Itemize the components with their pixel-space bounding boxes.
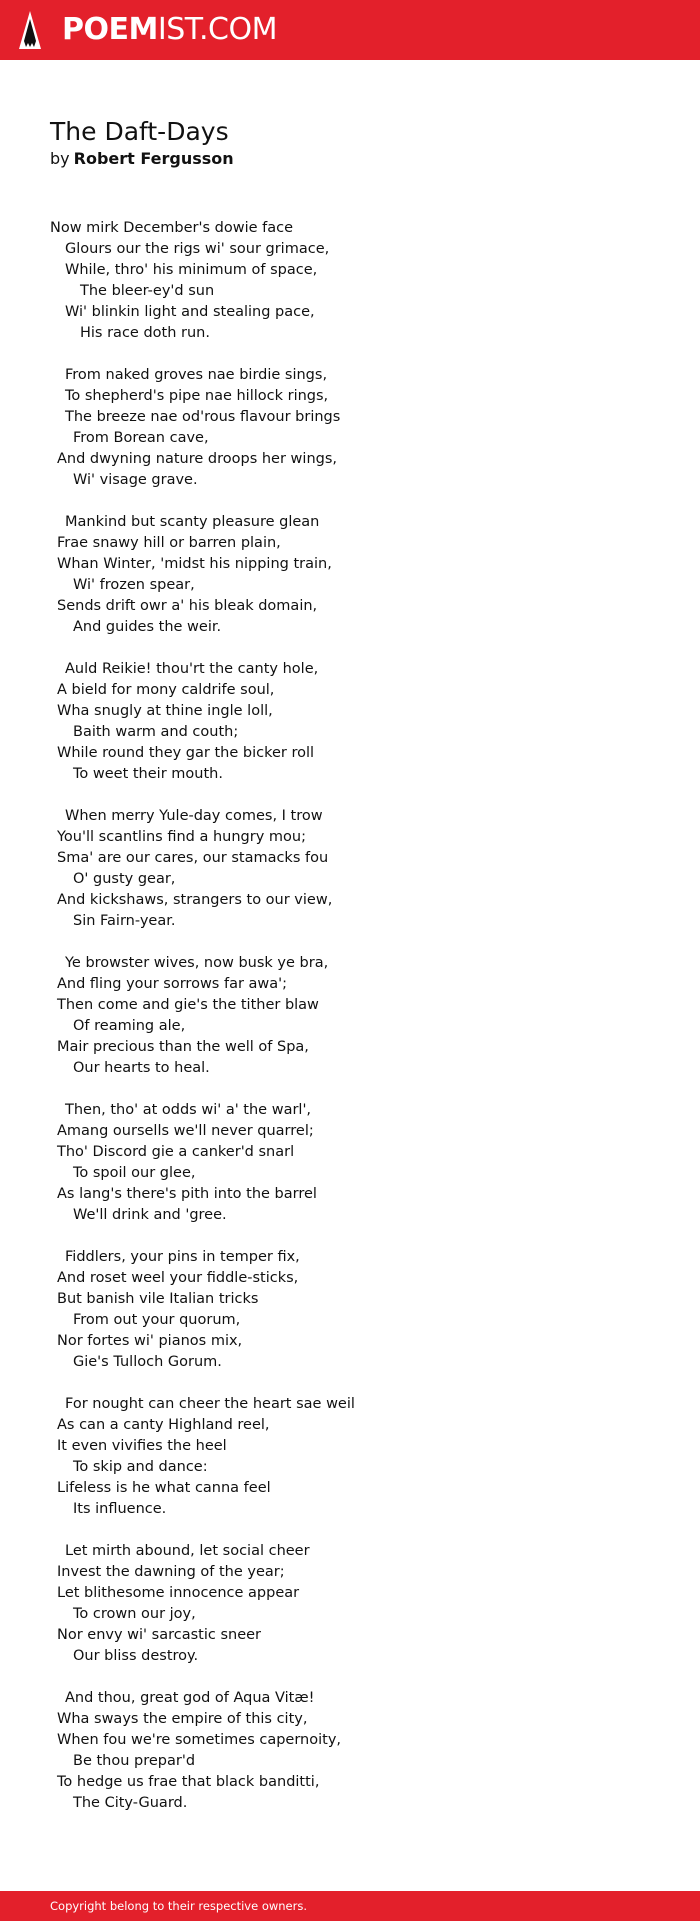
poem-line: Wi' visage grave. [73, 472, 198, 488]
poem-line: And roset weel your fiddle-sticks, [57, 1270, 299, 1286]
poem-line: And dwyning nature droops her wings, [57, 451, 337, 467]
poem-line: Sin Fairn-year. [73, 913, 176, 929]
poem-line: Nor fortes wi' pianos mix, [57, 1333, 243, 1349]
poem-line: While, thro' his minimum of space, [65, 262, 318, 278]
poem-line: We'll drink and 'gree. [73, 1207, 227, 1223]
poem-line: Our hearts to heal. [73, 1060, 210, 1076]
poem-line: Of reaming ale, [73, 1018, 186, 1034]
poem-line: When fou we're sometimes capernoity, [57, 1732, 342, 1748]
poem-line: O' gusty gear, [73, 871, 176, 887]
poem-line: It even vivifies the heel [57, 1438, 227, 1454]
poem-line: Tho' Discord gie a canker'd snarl [57, 1144, 295, 1160]
stanza [50, 365, 670, 491]
poem-line: To skip and dance: [73, 1459, 208, 1475]
poem-title: The Daft-Days [50, 117, 229, 146]
poem-line: Then, tho' at odds wi' a' the warl', [65, 1102, 312, 1118]
poem-line: A bield for mony caldrife soul, [57, 682, 275, 698]
poem-line: Be thou prepar'd [73, 1753, 196, 1769]
poem-line: Wha sways the empire of this city, [57, 1711, 308, 1727]
pencil-tip-icon[interactable] [18, 10, 42, 50]
stanza [50, 806, 670, 932]
poem-line: To spoil our glee, [73, 1165, 196, 1181]
brand-light: IST.COM [157, 12, 277, 47]
stanza [50, 1394, 670, 1520]
poem-line: Lifeless is he what canna feel [57, 1480, 271, 1496]
poem-line: Amang oursells we'll never quarrel; [57, 1123, 314, 1139]
poem-line: Whan Winter, 'midst his nipping train, [57, 556, 332, 572]
poem-line: As can a canty Highland reel, [57, 1417, 270, 1433]
poem-line: Frae snawy hill or barren plain, [57, 535, 281, 551]
stanza [50, 1247, 670, 1373]
byline [50, 148, 234, 170]
poem-line: To weet their mouth. [73, 766, 223, 782]
poem-line: Let mirth abound, let social cheer [65, 1543, 310, 1559]
poem-line: And thou, great god of Aqua Vitæ! [65, 1690, 315, 1706]
poem-line: Nor envy wi' sarcastic sneer [57, 1627, 261, 1643]
stanza [50, 218, 670, 344]
poem-line: To shepherd's pipe nae hillock rings, [65, 388, 329, 404]
poem-line: Mankind but scanty pleasure glean [65, 514, 320, 530]
poem-line: To hedge us frae that black banditti, [57, 1774, 320, 1790]
poem-line: While round they gar the bicker roll [57, 745, 315, 761]
poem-line: To crown our joy, [73, 1606, 196, 1622]
author-link[interactable]: Robert Fergusson [73, 149, 234, 168]
poem-line: The breeze nae od'rous flavour brings [65, 409, 341, 425]
poem-line: Baith warm and couth; [73, 724, 239, 740]
poem-line: For nought can cheer the heart sae weil [65, 1396, 355, 1412]
poem-line: Fiddlers, your pins in temper fix, [65, 1249, 300, 1265]
poem-line: Sma' are our cares, our stamacks fou [57, 850, 329, 866]
poem-line: The City-Guard. [73, 1795, 188, 1811]
poem-line: His race doth run. [80, 325, 210, 341]
poem-line: Ye browster wives, now busk ye bra, [65, 955, 329, 971]
poem-line: And kickshaws, strangers to our view, [57, 892, 333, 908]
poem-line: Sends drift owr a' his bleak domain, [57, 598, 318, 614]
site-logo[interactable] [62, 11, 277, 49]
brand-bold: POEM [62, 12, 158, 47]
poem-line: Let blithesome innocence appear [57, 1585, 300, 1601]
site-header [0, 0, 700, 60]
copyright-text: Copyright belong to their respective owners. [50, 1899, 308, 1913]
poem-line: Then come and gie's the tither blaw [57, 997, 319, 1013]
poem-line: And fling your sorrows far awa'; [57, 976, 288, 992]
poem-line: From out your quorum, [73, 1312, 241, 1328]
poem-line: From naked groves nae birdie sings, [65, 367, 328, 383]
poem-line: Glours our the rigs wi' sour grimace, [65, 241, 330, 257]
poem-line: Wi' frozen spear, [73, 577, 195, 593]
poem-line: Now mirk December's dowie face [50, 220, 294, 236]
by-label: by [50, 149, 70, 168]
stanza [50, 659, 670, 785]
poem-line: Mair precious than the well of Spa, [57, 1039, 309, 1055]
poem-line: You'll scantlins find a hungry mou; [57, 829, 306, 845]
poem-line: Gie's Tulloch Gorum. [73, 1354, 222, 1370]
stanza [50, 1100, 670, 1226]
poem-line: From Borean cave, [73, 430, 209, 446]
stanza [50, 1688, 670, 1814]
site-footer [0, 1891, 700, 1921]
poem-line: Our bliss destroy. [73, 1648, 199, 1664]
stanza [50, 1541, 670, 1667]
stanza [50, 953, 670, 1079]
poem-line: Wha snugly at thine ingle loll, [57, 703, 273, 719]
poem-body [50, 218, 670, 1835]
poem-line: Its influence. [73, 1501, 167, 1517]
poem-line: But banish vile Italian tricks [57, 1291, 259, 1307]
poem-line: And guides the weir. [73, 619, 222, 635]
poem-line: Auld Reikie! thou'rt the canty hole, [65, 661, 319, 677]
poem-line: As lang's there's pith into the barrel [57, 1186, 317, 1202]
stanza [50, 512, 670, 638]
poem-line: The bleer-ey'd sun [80, 283, 215, 299]
poem-line: Invest the dawning of the year; [57, 1564, 285, 1580]
poem-line: When merry Yule-day comes, I trow [65, 808, 323, 824]
poem-line: Wi' blinkin light and stealing pace, [65, 304, 315, 320]
